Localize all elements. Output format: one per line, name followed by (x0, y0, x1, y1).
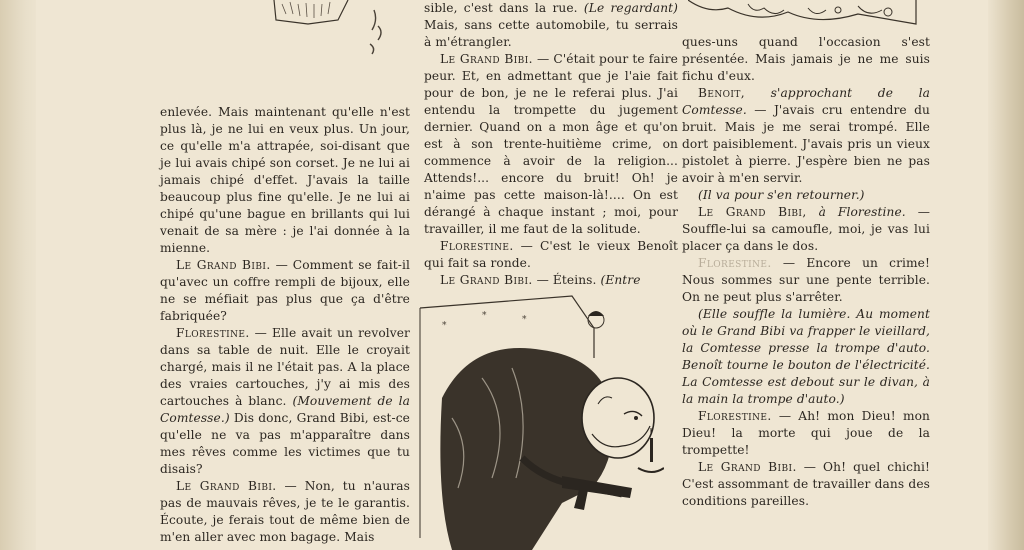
stage-direction: s'approchant de la Comtesse. (682, 86, 930, 117)
svg-text:*: * (482, 311, 487, 321)
speaker-name: Le Grand Bibi. (176, 258, 271, 272)
speaker-name: Benoit, (698, 86, 746, 100)
speaker-name: Le Grand Bibi. (440, 273, 533, 287)
dialogue-line (424, 238, 678, 272)
svg-text:*: * (522, 315, 527, 325)
svg-text:*: * (442, 321, 447, 331)
stage-direction: (Elle souffle la lumière. Au moment où le Grand Bibi va frapper le vieillard, la Comtesse presse la trompe d'auto. Benoît tourne le bouton de l'électricité. La Comtesse est debout sur le divan, à la main la trompe d'auto.) (682, 307, 930, 406)
stage-direction: (Il va pour s'en retourner.) (698, 188, 865, 202)
dialogue-line (160, 257, 410, 325)
stage-direction: à Florestine. (806, 205, 906, 219)
dialogue-line (424, 272, 678, 289)
dialogue-line (160, 325, 410, 478)
dialogue-text: — Non, tu n'auras pas de mauvais rêves, je te le garantis. Écoute, je ferais tout de même bien de m'en aller avec mon bagage. Mais (160, 479, 410, 544)
dialogue-text: — Elle avait un revolver dans sa table de nuit. Elle le croyait chargé, mais il ne l'était pas. A la place des vraies cartouches, j'y ai mis des cartouches à blanc. (160, 326, 410, 408)
dialogue-line (682, 459, 930, 510)
dialogue-text: Mais, sans cette automobile, tu serrais à m'étrangler. (424, 18, 678, 49)
dialogue-line (424, 51, 678, 238)
stage-direction: (Mouvement de la Comtesse.) (160, 394, 410, 425)
dialogue-text: — Comment se fait-il qu'avec un coffre rempli de bijoux, elle ne se méfiait pas plus que ça d'être fabriquée? (160, 258, 410, 323)
speaker-name: Le Grand Bibi. (698, 460, 797, 474)
dialogue-text: — C'est le vieux Benoît qui fait sa ronde. (424, 239, 678, 270)
dialogue-text: — Encore un crime! Nous sommes sur une pente terrible. On ne peut plus s'arrêter. (682, 256, 930, 304)
speaker-name: Florestine. (440, 239, 514, 253)
text-column-middle (424, 0, 678, 289)
stage-direction: (Le regardant) (577, 1, 679, 15)
stage-direction: (Entre (596, 273, 641, 287)
dialogue-text: — Ah! mon Dieu! mon Dieu! la morte qui joue de la trompette! (682, 409, 930, 457)
dialogue-text: sible, c'est dans la rue. (424, 1, 578, 15)
speaker-name: Le Grand Bibi. (440, 52, 533, 66)
dialogue-line (682, 204, 930, 255)
dialogue-text: — J'avais cru entendre du bruit. Mais je me serai trompé. Elle dort paisiblement. J'avais pris un vieux pistolet à pierre. J'espère bien ne pas avoir à m'en servir. (682, 103, 930, 185)
illustration-fragment-top-left (268, 0, 390, 58)
text-column-right (682, 34, 930, 510)
dialogue-line (682, 85, 930, 187)
illustration-man-with-pistol (412, 288, 664, 550)
paragraph: enlevée. Mais maintenant qu'elle n'est plus là, je ne lui en veux plus. Un jour, ce qu'elle m'a attrapée, soi-disant que je lui avais chipé son corset. Je ne lui ai jamais chipé d'effet. J'avais la taille beaucoup plus fine qu'elle. Je ne lui ai chipé qu'une bague en brillants qui lui venait de sa mère : je l'ai donnée à la mienne. (160, 105, 410, 255)
dialogue-text: — Oh! quel chichi! C'est assommant de travailler dans des conditions pareilles. (682, 460, 930, 508)
illustration-fragment-top-right (688, 0, 918, 28)
dialogue-text: Dis donc, Grand Bibi, est-ce qu'elle ne va pas m'apparaître dans mes rêves comme les victimes que tu disais? (160, 411, 410, 476)
dialogue-line (682, 255, 930, 306)
dialogue-line (424, 0, 678, 51)
speaker-name: Florestine. (698, 409, 772, 423)
dialogue-line (160, 478, 410, 546)
speaker-name: Le Grand Bibi. (176, 479, 277, 493)
text-column-left (160, 104, 410, 546)
speaker-name: Florestine. (176, 326, 250, 340)
dialogue-text: — C'était pour te faire peur. Et, en admettant que je l'aie fait pour de bon, je ne le referai plus. J'ai entendu la trompette du jugement dernier. Quand on a mon âge et qu'on est à son trente-huitième crime, on commence à avoir de la religion... Attends!... encore du bruit! Oh! je n'aime pas cette maison-là!.... On est dérangé à chaque instant ; moi, pour travailler, il me faut de la solitude. (424, 52, 678, 236)
page-edge-shadow (988, 0, 1024, 550)
stage-direction-line (682, 187, 930, 204)
page-binding-shadow (0, 0, 36, 550)
speaker-name: Florestine. (698, 256, 772, 270)
speaker-name: Le Grand Bibi, (698, 205, 807, 219)
stage-direction-line (682, 306, 930, 408)
dialogue-text: — Souffle-lui sa camoufle, moi, je vas lui placer ça dans le dos. (682, 205, 930, 253)
paragraph: ques-uns quand l'occasion s'est présentée. Mais jamais je ne me suis fichu d'eux. (682, 35, 930, 83)
dialogue-text: — Éteins. (532, 273, 597, 287)
dialogue-line (682, 408, 930, 459)
